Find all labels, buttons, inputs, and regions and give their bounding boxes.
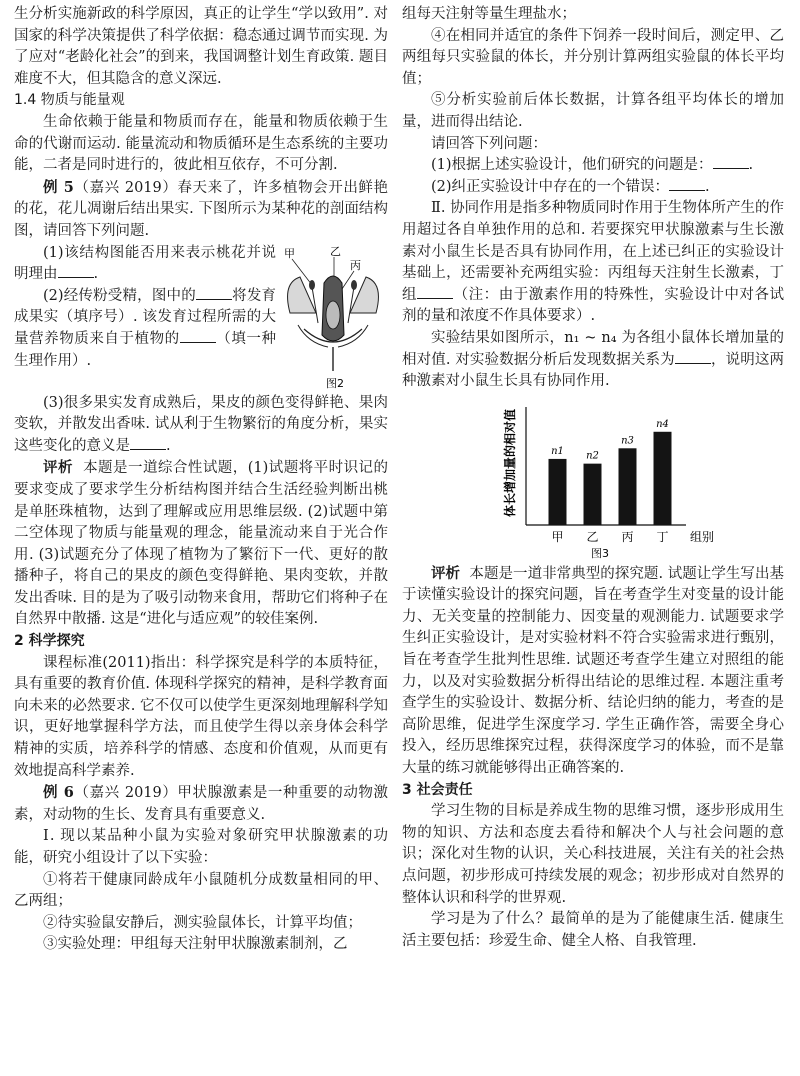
- question-2: [14, 286, 276, 372]
- step-5: ⑤分析实验前后体长数据，计算各组平均体长的增加量，进而得出结论.: [402, 92, 784, 130]
- paragraph-last: 学习是为了什么？最简单的是为了能健康生活. 健康生活主要包括：珍爱生命、健全人格、自我管理.: [402, 911, 784, 949]
- x-tick-label-4: 丁: [656, 529, 669, 544]
- example-6-intro: [14, 782, 388, 826]
- questions-prompt: 请回答下列问题：: [431, 135, 547, 152]
- question-r1: [402, 155, 784, 177]
- answer-blank[interactable]: [675, 351, 711, 364]
- step-3: ③实验处理：甲组每天注射甲状腺激素制剂，乙: [43, 936, 348, 953]
- question-r2-text: (2)纠正实验设计中存在的一个错误：: [431, 178, 670, 195]
- step-2: ②待实验鼠安静后，测实验鼠体长，计算平均值；: [43, 914, 362, 931]
- figure-3-caption: 图3: [591, 546, 609, 559]
- bar-3: [619, 448, 637, 525]
- analysis-5: [14, 457, 388, 631]
- data-label-3: n3: [621, 434, 634, 446]
- question-r2: [402, 177, 784, 199]
- answer-blank[interactable]: [196, 287, 232, 300]
- analysis-6-text: 本题是一道非常典型的探究题. 试题让学生写出基于读懂实验设计的探究问题，旨在考查学生对变量的设计能力、无关变量的控制能力、因变量的观测能力. 试题要求学生纠正实验设计，是对实验材料不符合实验需求进行甄别，旨在考查学生批判性思维. 试题还考查学生建立对照组的能力，以及对实验数据分析得出结论的思维过程. 本题注重考查学生的实验设计、数据分析、结论归纳的能力，考查的是高阶思维，促进学生深度学习. 学生正确作答，需要全身心投入，经历思维探究过程，获得深度学习的体验，而不是靠大量的练习就能够得出正确答案的.: [402, 565, 785, 777]
- x-tick-label-3: 丙: [621, 529, 634, 544]
- analysis-5-text: 本题是一道综合性试题，(1)试题将平时识记的要求变成了要求学生分析结构图并结合生活经验判断出桃是单胚珠植物，达到了理解或应用思维层级. (2)试题中第二空体现了物质与能量观的理念，能量流动来自于光合作用. (3)试题充分了体现了植物为了繁衍下一代、更好的散播种子，将自己的果皮的颜色变得鲜艳、果肉变软，并散发出香味. 目的是为了吸引动物来食用，帮助它们将种子在自然界中散播. 这是“进化与适应观”的较佳案例.: [14, 460, 388, 628]
- question-2-text-a: (2)经传粉受精，图中的: [43, 287, 196, 304]
- paragraph-result: [402, 328, 784, 393]
- section-heading-3: 3 社会责任: [402, 781, 473, 798]
- bar-4: [654, 431, 672, 524]
- label-jia: 甲: [284, 246, 295, 260]
- question-r2-end: .: [705, 178, 710, 195]
- part-I-intro: Ⅰ. 现以某品种小鼠为实验对象研究甲状腺激素的功能，研究小组设计了以下实验：: [14, 828, 388, 866]
- paragraph-social: 学习生物的目标是养成生物的思维习惯，逐步形成用生物的知识、方法和态度去看待和解决个人与社会问题的意识；深化对生物的认识，关心科技进展，关注有关的社会热点问题，初步形成可持续发展的观念；初步形成对自然界的整体认识和科学的世界观.: [402, 803, 784, 906]
- step-3-continued: 组每天注射等量生理盐水；: [402, 6, 576, 22]
- answer-blank[interactable]: [669, 178, 705, 191]
- x-tick-label-2: 乙: [586, 529, 599, 544]
- left-column: [14, 4, 388, 956]
- paragraph-continued: 生分析实施新政的科学原因，真正的让学生“学以致用”. 对国家的科学决策提供了科学依据：稳态通过调节而实现. 为了应对“老龄化社会”的到来，我国调整计划生育政策. 题目难度不大，但其隐含的意义深远.: [14, 6, 388, 87]
- question-1-text: (1)该结构图能否用来表示桃花并说明理由: [14, 244, 276, 283]
- analysis-label: 评析: [431, 564, 461, 582]
- answer-blank[interactable]: [417, 286, 453, 299]
- answer-blank[interactable]: [713, 156, 749, 169]
- bar-1: [549, 459, 567, 525]
- part-II: [402, 198, 784, 328]
- analysis-label: 评析: [43, 459, 73, 477]
- question-1-end: .: [93, 266, 99, 283]
- question-r1-text: (1)根据上述实验设计，他们研究的问题是：: [431, 157, 713, 174]
- analysis-6: [402, 563, 784, 780]
- x-axis-label: 组别: [690, 529, 715, 544]
- bar-chart: [402, 399, 784, 559]
- data-label-2: n2: [586, 450, 599, 462]
- flower-section-figure: [278, 243, 388, 393]
- question-3-end: .: [166, 437, 171, 454]
- result-text-a: 实验结果如图所示，n₁ ~ n₄ 为各组小鼠体长增加量的相对值. 对实验数据分析后发现数据关系为: [402, 329, 784, 368]
- question-3: [14, 393, 388, 458]
- part-II-text-b: （注：由于激素作用的特殊性，实验设计中对各试剂的量和浓度不作具体要求）.: [402, 286, 785, 325]
- answer-blank[interactable]: [58, 265, 94, 278]
- step-4: ④在相同并适宜的条件下饲养一段时间后，测定甲、乙两组每只实验鼠的体长，并分别计算两组实验鼠的体长平均值；: [402, 27, 784, 87]
- label-bing: 丙: [350, 258, 361, 272]
- example-6-text: （嘉兴 2019）甲状腺激素是一种重要的动物激素，对动物的生长、发育具有重要意义.: [14, 785, 388, 823]
- question-2-text-c: （填一种生理作用）.: [14, 330, 277, 369]
- example-5-intro: [14, 177, 388, 243]
- question-r1-end: .: [748, 157, 754, 174]
- figure-2-caption: 图2: [326, 376, 344, 390]
- result-text-b: ，说明这两种激素对小鼠生长具有协同作用.: [402, 351, 785, 390]
- example-5-text: （嘉兴 2019）春天来了，许多植物会开出鲜艳的花，花儿凋谢后结出果实. 下图所示为某种花的剖面结构图，请回答下列问题.: [14, 179, 388, 239]
- question-2-text-b: 将发育成果实（填序号）. 该发育过程所需的大量营养物质来自于植物的: [14, 287, 277, 347]
- part-II-text-a: Ⅱ. 协同作用是指多种物质同时作用于生物体所产生的作用超过各自单独作用的总和. 若要探究甲状腺激素与生长激素对小鼠生长是否具有协同作用，在上述已纠正的实验设计基础上，还需要补充两组实验：丙组每天注射生长激素，丁组: [402, 200, 784, 303]
- x-tick-label-1: 甲: [551, 529, 564, 544]
- example-5-figure-block: [14, 243, 388, 393]
- question-1: [14, 243, 276, 286]
- example-5-label: 例 5: [43, 178, 74, 196]
- answer-blank[interactable]: [180, 330, 216, 343]
- paragraph-inquiry: 课程标准(2011)指出：科学探究是科学的本质特征，具有重要的教育价值. 体现科学探究的精神，是科学教育面向未来的必然要求. 它不仅可以使学生更深刻地理解科学知识，更好地掌握科学方法，而且使学生得以亲身体会科学精神的实质，培养科学的情感、态度和价值观，从而更有效地提高科学素养.: [14, 654, 388, 779]
- answer-blank[interactable]: [130, 437, 166, 450]
- data-label-4: n4: [656, 418, 669, 430]
- section-heading-2: 2 科学探究: [14, 633, 85, 650]
- example-6-label: 例 6: [43, 784, 74, 802]
- paragraph-energy: 生命依赖于能量和物质而存在，能量和物质依赖于生命的代谢而运动. 能量流动和物质循环是生态系统的主要功能，二者是同时进行的，彼此相互依存，不可分割.: [14, 113, 388, 174]
- step-1: ①将若干健康同龄成年小鼠随机分成数量相同的甲、乙两组；: [14, 871, 388, 910]
- data-label-1: n1: [551, 445, 564, 457]
- right-column: [402, 4, 784, 952]
- question-3-text: (3)很多果实发育成熟后，果皮的颜色变得鲜艳、果肉变软，并散发出香味. 试从利于生物繁衍的角度分析，果实这些变化的意义是: [14, 394, 388, 454]
- y-axis-label: 体长增加量的相对值: [503, 408, 517, 517]
- label-yi: 乙: [330, 244, 341, 258]
- bar-2: [584, 463, 602, 524]
- section-heading-1-4: 1.4 物质与能量观: [14, 92, 125, 109]
